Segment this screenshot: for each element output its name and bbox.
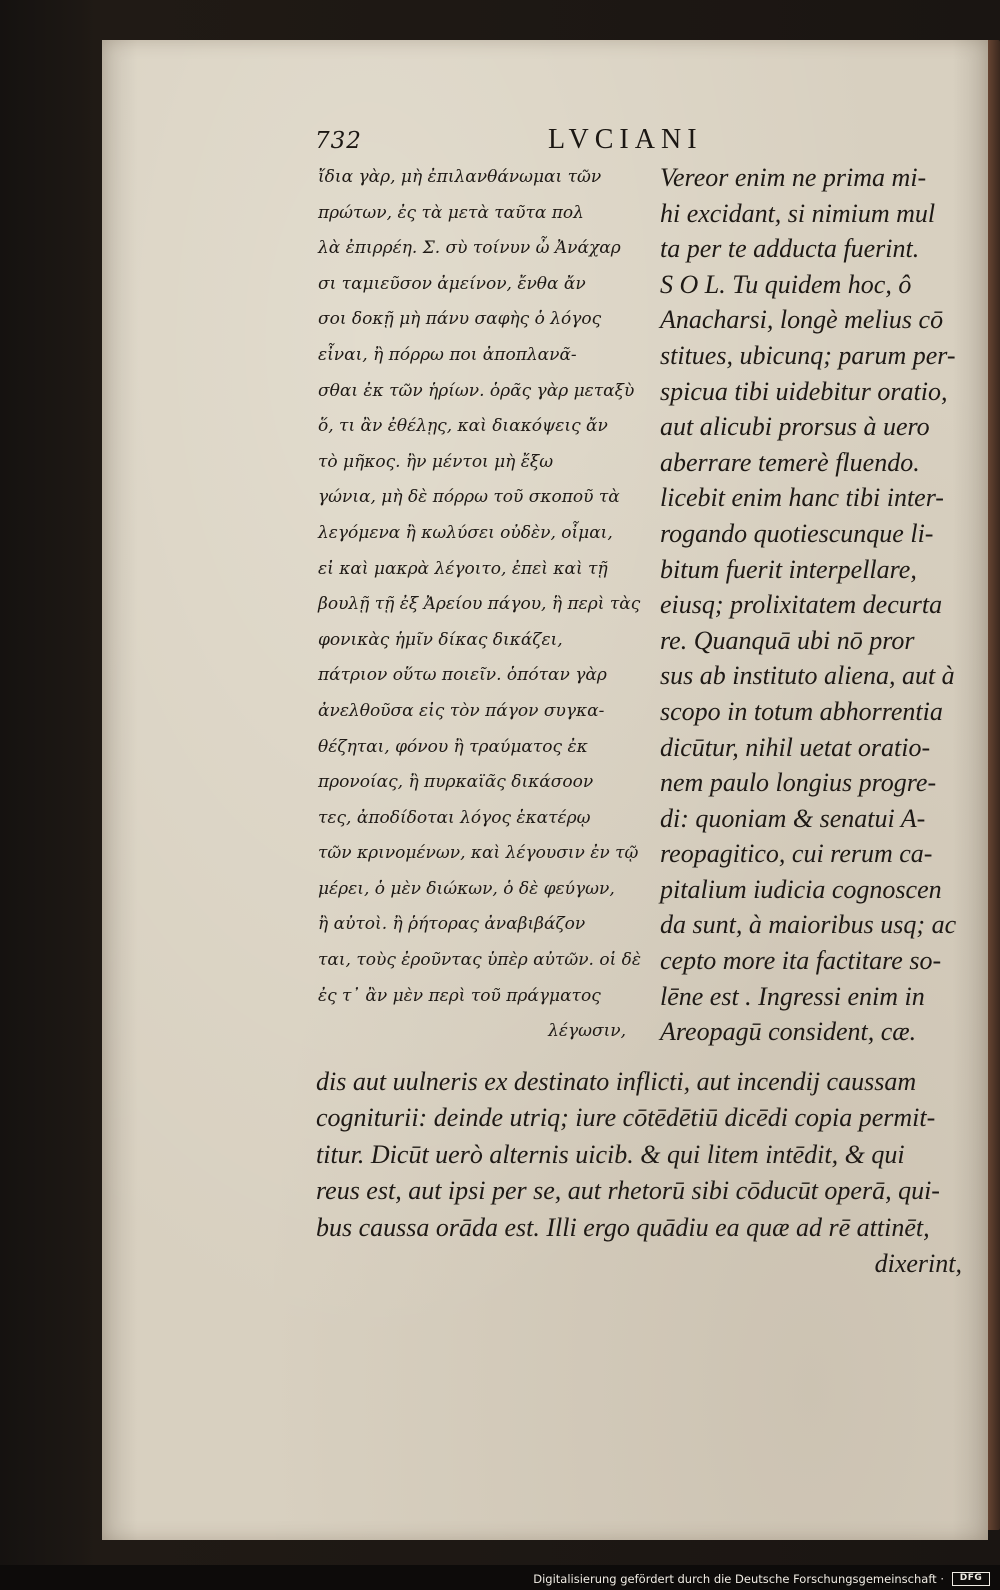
greek-text-line: λὰ ἐπιρρέη. Σ. σὺ τοίνυν ὦ Ἀνάχαρ [318, 238, 621, 259]
latin-text-line: rogando quotiescunque li- [660, 518, 934, 548]
latin-text-line: aut alicubi prorsus à uero [660, 412, 930, 442]
full-width-text-line: cogniturii: deinde utriq; iure cōtēdētiū dicēdi copia permit- [316, 1103, 936, 1133]
greek-text-line: ἐς τ᾽ ἂν μὲν περὶ τοῦ πράγματος [318, 985, 601, 1006]
latin-text-line: dicūtur, nihil uetat oratio- [660, 732, 931, 762]
greek-text-line: βουλῇ τῇ ἐξ Ἀρείου πάγου, ἣ περὶ τὰς [318, 594, 641, 615]
full-width-text-line: dis aut uulneris ex destinato inflicti, aut incendij caussam [316, 1067, 917, 1096]
latin-text-line: hi excidant, si nimium mul [660, 198, 936, 228]
running-head: LVCIANI [548, 124, 703, 155]
full-width-text-line: reus est, aut ipsi per se, aut rhetorū sibi cōducūt operā, qui- [316, 1176, 940, 1206]
full-width-text-line: bus caussa orāda est. Illi ergo quādiu ea quæ ad rē attinēt, [316, 1212, 930, 1242]
latin-text-column [660, 160, 970, 1050]
latin-text-line: Areopagū consident, cæ. [660, 1017, 917, 1047]
greek-text-line: φονικὰς ἡμῖν δίκας δικάζει, [318, 629, 563, 650]
latin-text-line: di: quoniam & senatui A- [660, 803, 926, 833]
greek-text-line: λέγωσιν, [548, 1021, 626, 1042]
greek-text-line: εἰ καὶ μακρὰ λέγοιτο, ἐπεὶ καὶ τῇ [318, 558, 608, 579]
greek-text-line: σοι δοκῇ μὴ πάνυ σαφὴς ὁ λόγος [318, 309, 602, 330]
latin-text-line: eiusq; prolixitatem decurta [660, 590, 943, 620]
greek-text-column [318, 160, 641, 1050]
latin-text-line: cepto more ita factitare so- [660, 946, 942, 976]
latin-text-line: spicua tibi uidebitur oratio, [660, 376, 948, 406]
full-width-text-line: titur. Dicūt uerò alternis uicib. & qui litem intēdit, & qui [316, 1139, 905, 1169]
digitization-credit: Digitalisierung gefördert durch die Deutsche Forschungsgemeinschaft · [533, 1572, 944, 1586]
latin-full-width-text [316, 1064, 966, 1282]
greek-text-line: ἀνελθοῦσα εἰς τὸν πάγον συγκα- [318, 700, 605, 721]
greek-text-line: τὸ μῆκος. ἢν μέντοι μὴ ἔξω [318, 451, 554, 472]
full-width-text-line: dixerint, [874, 1248, 962, 1278]
latin-text-line: lēne est . Ingressi enim in [660, 981, 925, 1011]
greek-text-line: προνοίας, ἢ πυρκαϊᾶς δικάσοον [318, 772, 594, 793]
greek-text-line: ται, τοὺς ἐροῦντας ὑπὲρ αὐτῶν. οἱ δὲ [318, 950, 641, 971]
latin-text-line: da sunt, à maioribus usq; ac [660, 910, 957, 940]
latin-text-line: scopo in totum abhorrentia [660, 696, 943, 726]
greek-text-line: σι ταμιεῦσον ἀμείνον, ἔνθα ἄν [318, 273, 586, 294]
latin-text-line: sus ab instituto aliena, aut à [660, 661, 955, 691]
greek-text-line: ὅ, τι ἂν ἐθέλῃς, καὶ διακόψεις ἄν [318, 416, 608, 437]
greek-text-line: θέζηται, φόνου ἢ τραύματος ἐκ [318, 736, 588, 757]
greek-text-line: εἶναι, ἢ πόρρω ποι ἀποπλανᾶ- [318, 344, 577, 365]
greek-text-line: πάτριον οὕτω ποιεῖν. ὁπόταν γὰρ [318, 665, 607, 686]
greek-text-line: ἢ αὐτοὶ. ἢ ῥήτορας ἀναβιβάζον [318, 914, 586, 935]
latin-text-line: aberrare temerè fluendo. [660, 447, 920, 477]
greek-text-line: λεγόμενα ἢ κωλύσει οὐδὲν, οἶμαι, [318, 522, 613, 543]
latin-text-line: licebit enim hanc tibi inter- [660, 483, 944, 513]
latin-text-line: reopagitico, cui rerum ca- [660, 839, 933, 869]
greek-text-line: ἴδια γὰρ, μὴ ἐπιλανθάνωμαι τῶν [318, 167, 602, 187]
greek-text-line: πρώτων, ἐς τὰ μετὰ ταῦτα πολ [318, 202, 584, 223]
latin-text-line: stitues, ubicunq; parum per- [660, 340, 956, 370]
greek-text-line: γώνια, μὴ δὲ πόρρω τοῦ σκοποῦ τὰ [318, 487, 620, 508]
latin-text-line: S O L. Tu quidem hoc, ô [660, 269, 912, 299]
greek-text-line: σθαι ἐκ τῶν ἡρίων. ὁρᾶς γὰρ μεταξὺ [318, 380, 635, 401]
greek-text-line: μέρει, ὁ μὲν διώκων, ὁ δὲ φεύγων, [318, 878, 615, 899]
latin-text-line: pitalium iudicia cognoscen [660, 874, 942, 904]
latin-text-line: nem paulo longius progre- [660, 768, 937, 798]
greek-text-line: τες, ἀποδίδοται λόγος ἑκατέρῳ [318, 807, 591, 828]
latin-text-line: bitum fuerit interpellare, [660, 554, 917, 584]
latin-text-line: ta per te adducta fuerint. [660, 234, 920, 264]
latin-text-line: Vereor enim ne prima mi- [660, 163, 927, 192]
latin-text-line: Anacharsi, longè melius cō [660, 305, 944, 335]
dfg-logo: DFG [952, 1572, 990, 1586]
latin-text-line: re. Quanquā ubi nō pror [660, 625, 915, 655]
greek-text-line: τῶν κρινομένων, καὶ λέγουσιν ἐν τῷ [318, 843, 639, 864]
page-number: 732 [315, 128, 362, 154]
